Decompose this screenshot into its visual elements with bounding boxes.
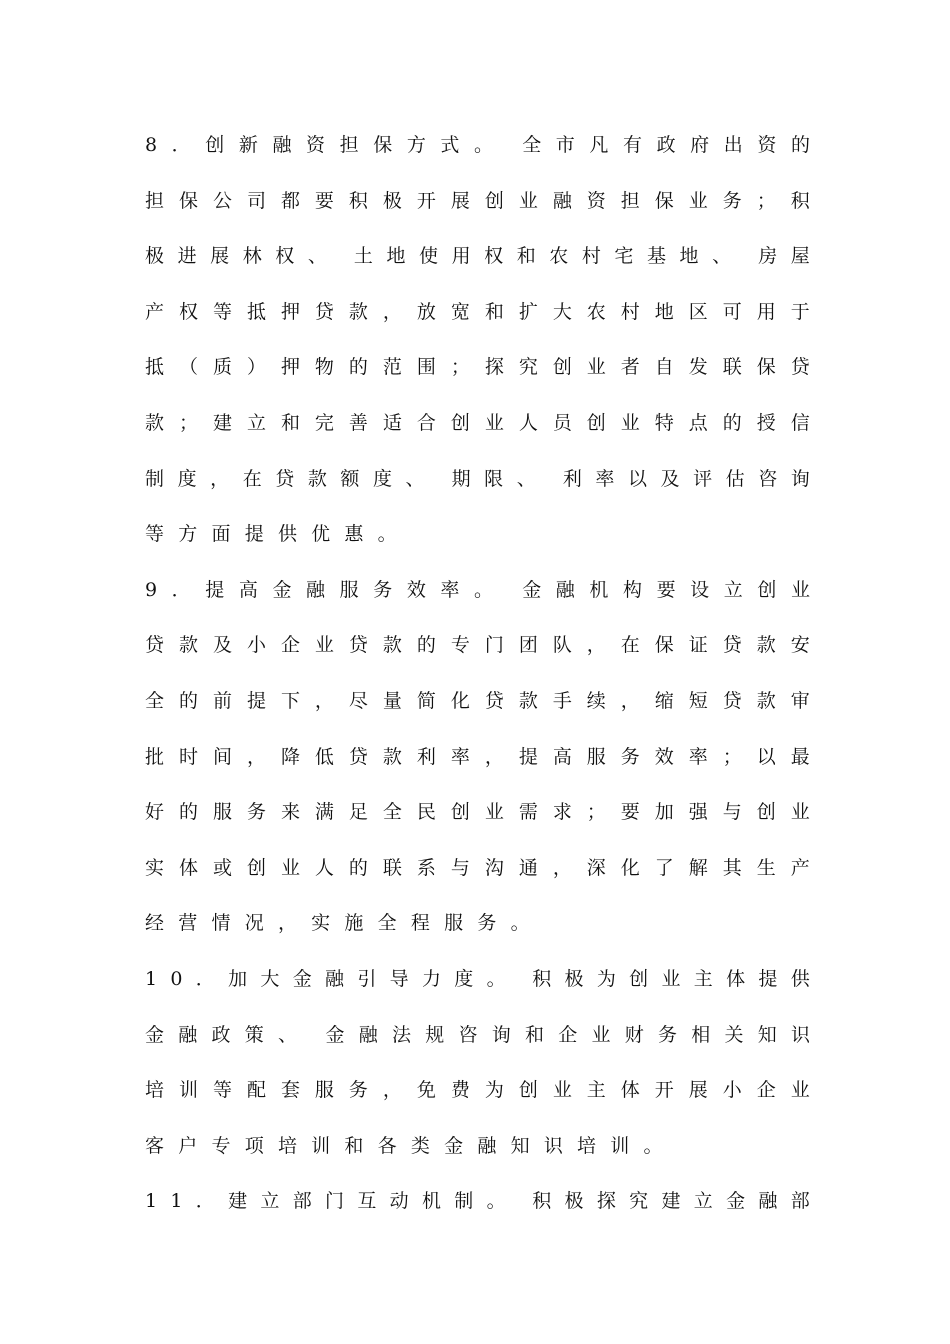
text-line: 批 时 间 ， 降 低 贷 款 利 率 ， 提 高 服 务 效 率 ； 以 最	[145, 745, 810, 768]
text-line: 全 的 前 提 下 ， 尽 量 简 化 贷 款 手 续 ， 缩 短 贷 款 审	[145, 689, 810, 712]
text-line: 好 的 服 务 来 满 足 全 民 创 业 需 求 ； 要 加 强 与 创 业	[145, 801, 810, 824]
text-line: 8 ． 创 新 融 资 担 保 方 式 。 全 市 凡 有 政 府 出 资 的	[145, 134, 810, 156]
text-line: 1 0 ． 加 大 金 融 引 导 力 度 。 积 极 为 创 业 主 体 提 供	[145, 967, 810, 990]
text-line: 担 保 公 司 都 要 积 极 开 展 创 业 融 资 担 保 业 务 ； 积	[145, 189, 810, 212]
text-line: 经 营 情 况 ， 实 施 全 程 服 务 。	[145, 912, 530, 935]
text-line: 1 1 ． 建 立 部 门 互 动 机 制 。 积 极 探 究 建 立 金 融 部	[145, 1190, 810, 1213]
text-line: 极 进 展 林 权 、 土 地 使 用 权 和 农 村 宅 基 地 、 房 屋	[145, 245, 810, 268]
text-line: 制 度 ， 在 贷 款 额 度 、 期 限 、 利 率 以 及 评 估 咨 询	[145, 467, 810, 490]
text-line: 款 ； 建 立 和 完 善 适 合 创 业 人 员 创 业 特 点 的 授 信	[145, 411, 810, 434]
text-line: 9 ． 提 高 金 融 服 务 效 率 。 金 融 机 构 要 设 立 创 业	[145, 578, 810, 601]
text-line: 金 融 政 策 、 金 融 法 规 咨 询 和 企 业 财 务 相 关 知 识	[145, 1023, 810, 1046]
text-line: 贷 款 及 小 企 业 贷 款 的 专 门 团 队 ， 在 保 证 贷 款 安	[145, 634, 810, 657]
text-line: 客 户 专 项 培 训 和 各 类 金 融 知 识 培 训 。	[145, 1134, 663, 1157]
text-line: 产 权 等 抵 押 贷 款 ， 放 宽 和 扩 大 农 村 地 区 可 用 于	[145, 300, 810, 323]
text-line: 实 体 或 创 业 人 的 联 系 与 沟 通 ， 深 化 了 解 其 生 产	[145, 856, 810, 879]
text-line: 等 方 面 提 供 优 惠 。	[145, 523, 397, 546]
body-text	[145, 118, 810, 1230]
text-line: 抵 （ 质 ） 押 物 的 范 围 ； 探 究 创 业 者 自 发 联 保 贷	[145, 356, 810, 379]
text-line: 培 训 等 配 套 服 务 ， 免 费 为 创 业 主 体 开 展 小 企 业	[145, 1079, 810, 1102]
